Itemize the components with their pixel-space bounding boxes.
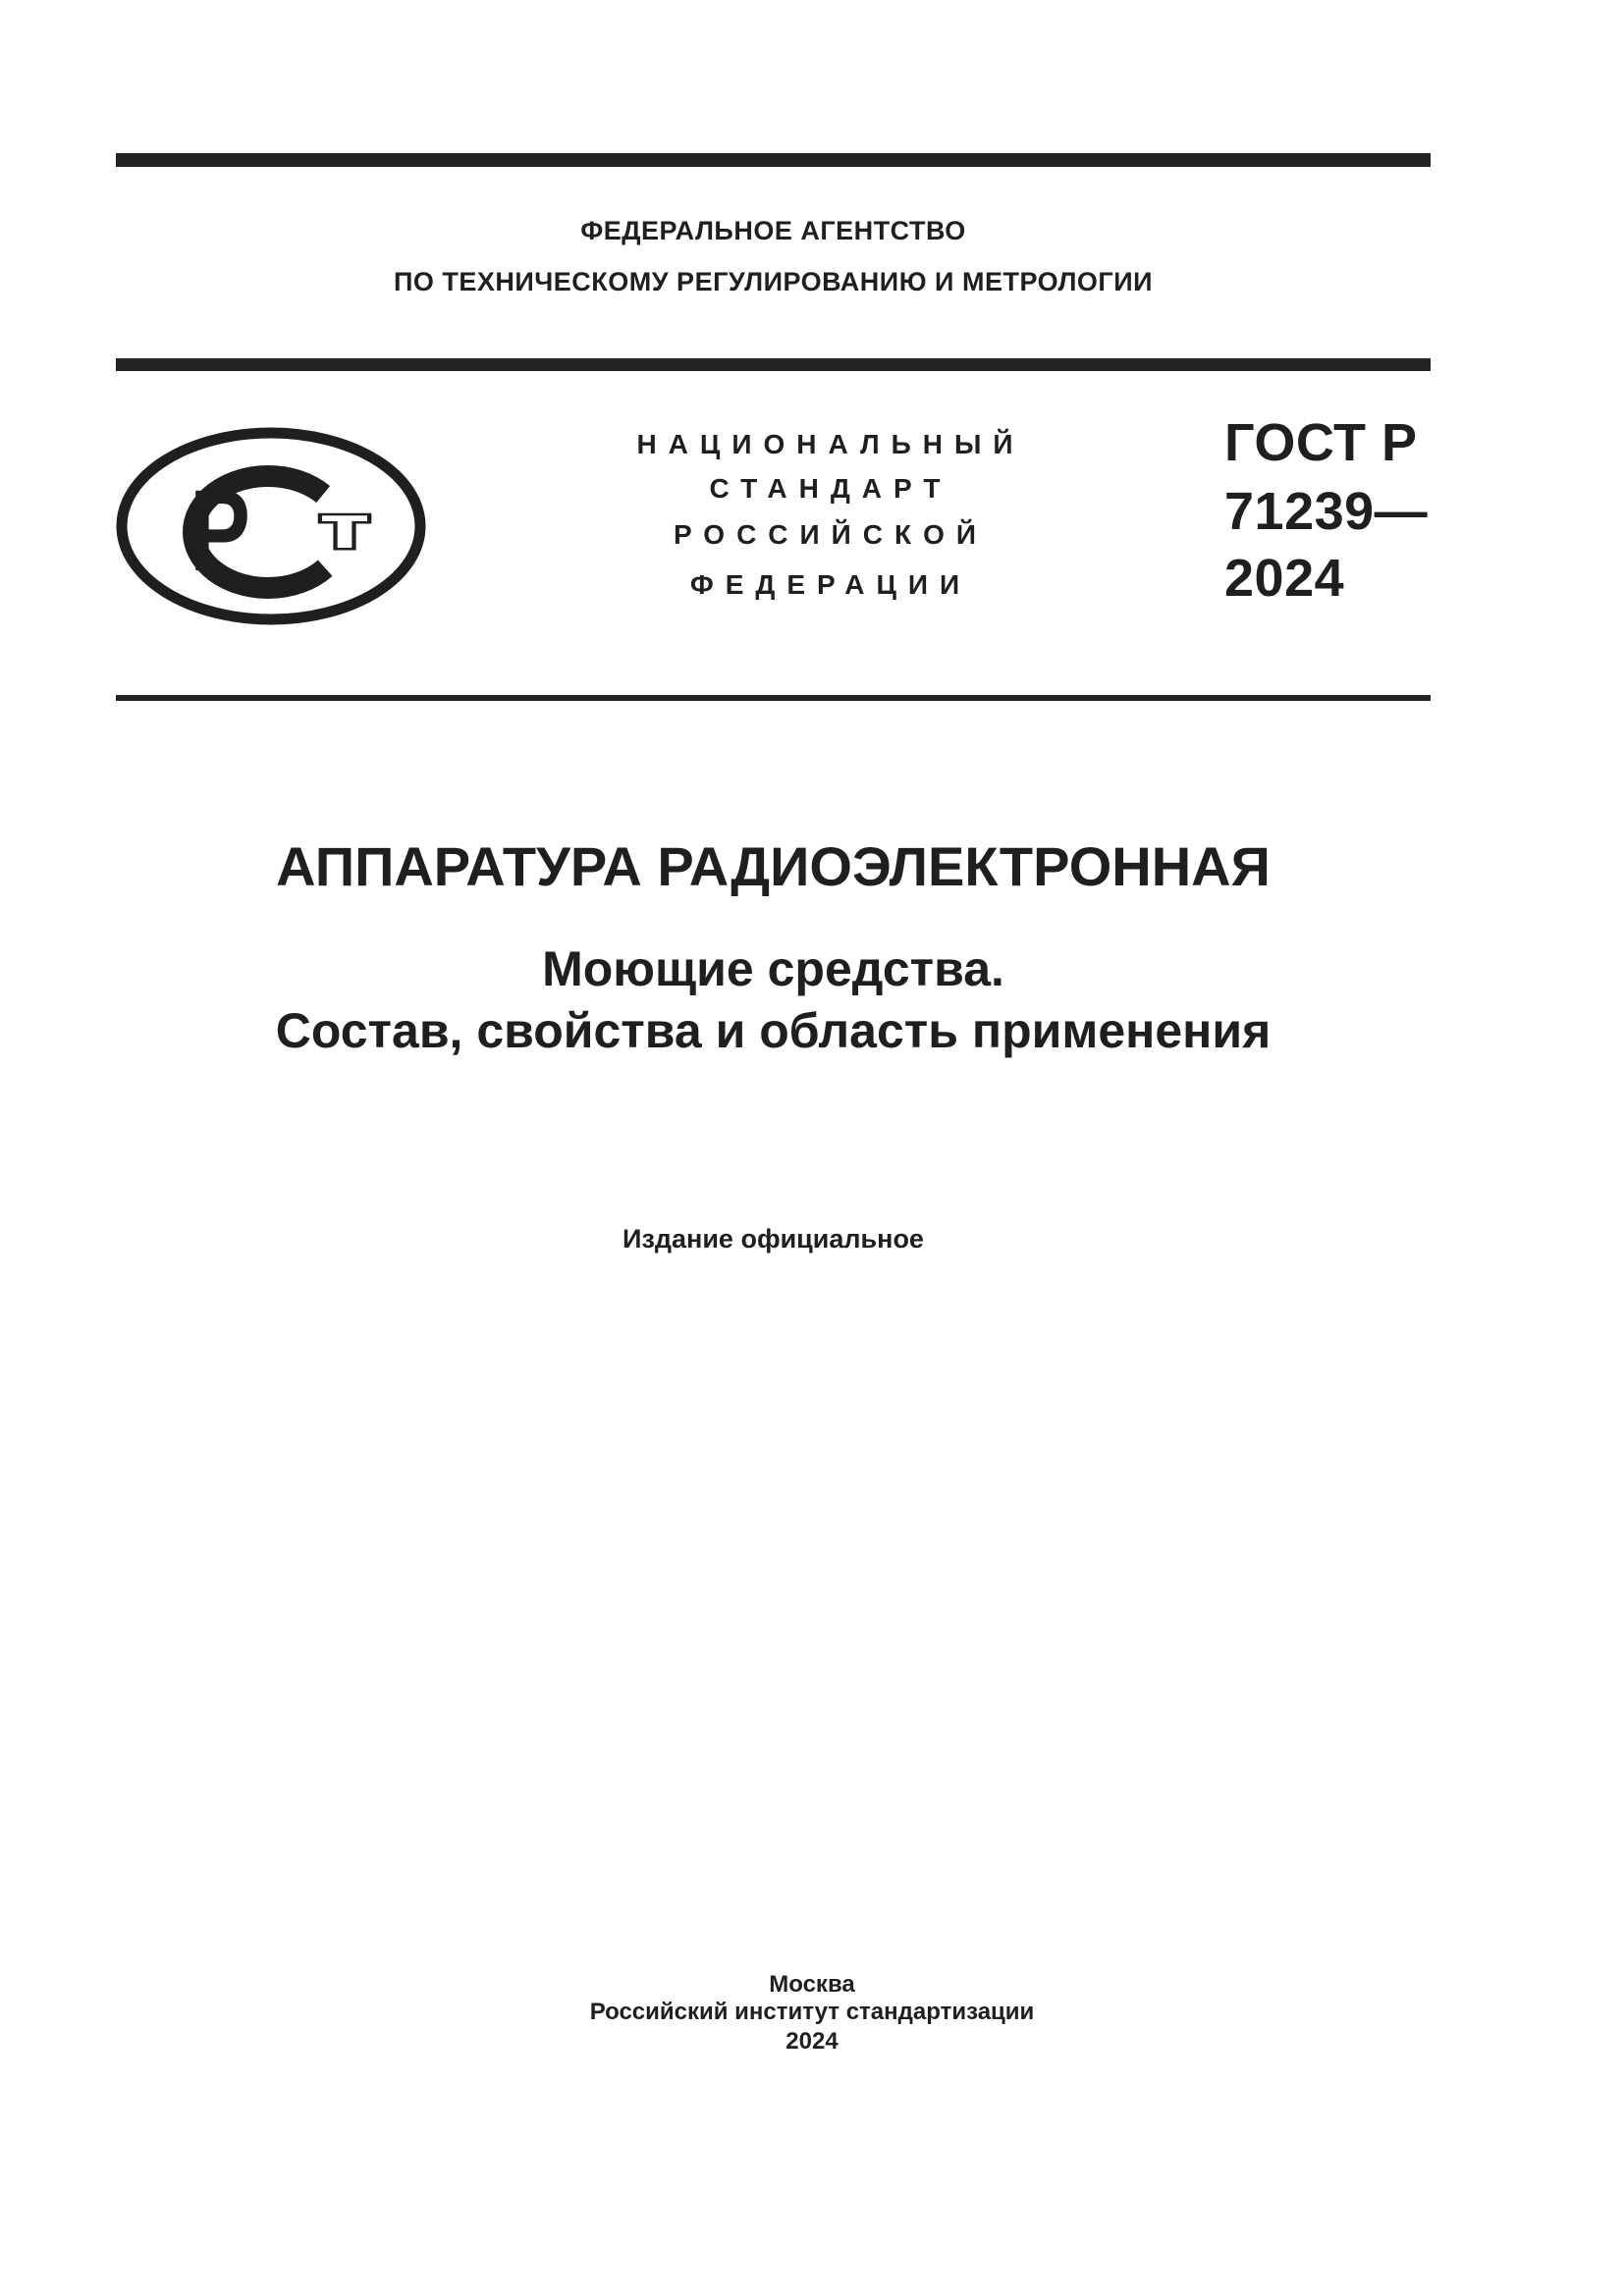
top-rule xyxy=(116,153,1431,167)
logo-letter-t: т xyxy=(319,494,370,561)
document-subtitle-line2: Состав, свойства и область применения xyxy=(275,1003,1272,1058)
document-subtitle-line1: Моющие средства. xyxy=(542,941,1004,996)
gost-designation-line3: 2024 xyxy=(1224,549,1345,608)
rst-logo-icon xyxy=(111,425,431,627)
header-rule xyxy=(116,358,1431,371)
standard-type-line2: СТАНДАРТ xyxy=(709,473,952,504)
standard-type-line3: РОССИЙСКОЙ xyxy=(674,519,988,550)
logo-letter-p: Р xyxy=(189,466,250,596)
standard-type-line1: НАЦИОНАЛЬНЫЙ xyxy=(636,429,1025,459)
document-title: АППАРАТУРА РАДИОЭЛЕКТРОННАЯ xyxy=(276,835,1271,897)
divider-rule xyxy=(116,695,1431,701)
agency-name-line1: ФЕДЕРАЛЬНОЕ АГЕНТСТВО xyxy=(580,216,966,245)
imprint-year: 2024 xyxy=(785,2028,839,2055)
edition-note: Издание официальное xyxy=(623,1224,924,1254)
imprint-city: Москва xyxy=(769,1971,855,1998)
imprint-publisher: Российский институт стандартизации xyxy=(589,1999,1035,2025)
agency-name-line2: ПО ТЕХНИЧЕСКОМУ РЕГУЛИРОВАНИЮ И МЕТРОЛОГИИ xyxy=(393,267,1154,296)
gost-designation-line2: 71239— xyxy=(1224,482,1429,541)
gost-designation-line1: ГОСТ Р xyxy=(1224,413,1418,472)
standard-type-line4: ФЕДЕРАЦИИ xyxy=(689,569,972,600)
